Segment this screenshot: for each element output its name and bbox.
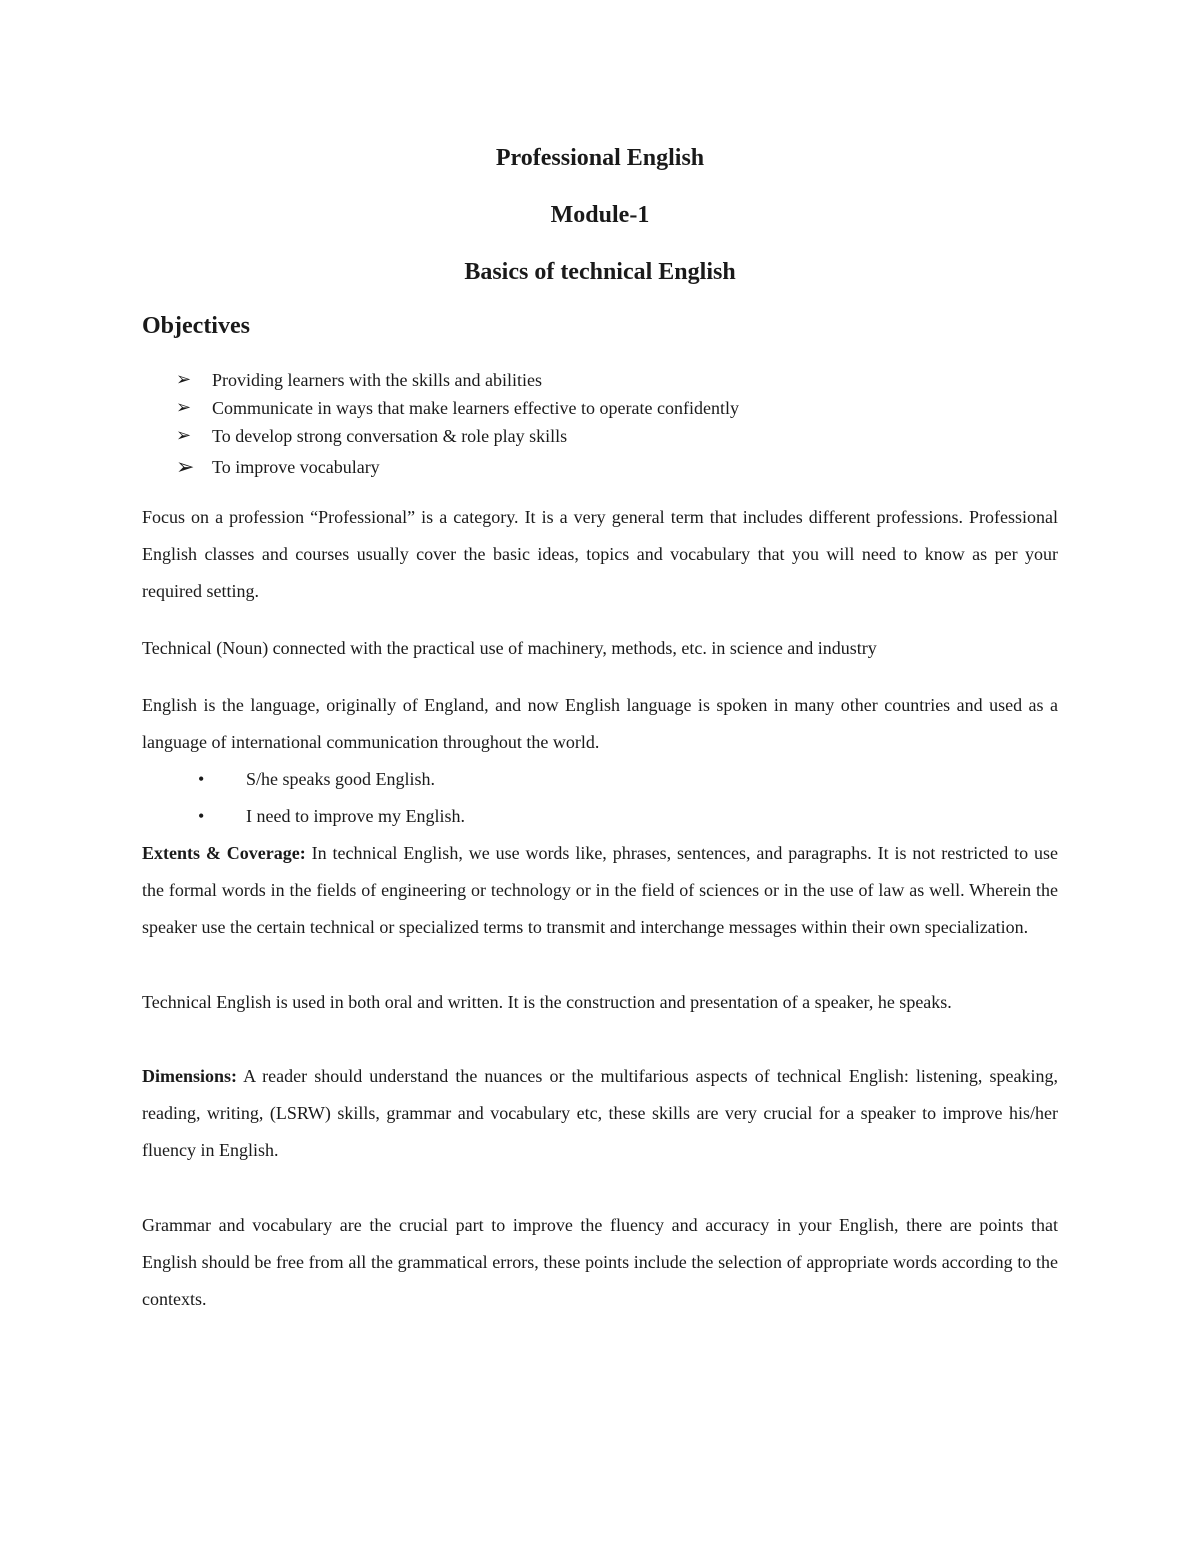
list-item [142, 394, 1062, 422]
dimensions-label: Dimensions: [142, 1066, 238, 1086]
list-item-text: Communicate in ways that make learners effective to operate confidently [212, 398, 739, 418]
dimensions-text: A reader should understand the nuances or the multifarious aspects of technical English: listening, speaking, reading, writing, (LSRW) skills, grammar and vocabulary etc, these skills are very crucial for a speaker to improve his/her fluency in English. [142, 1066, 1058, 1161]
arrow-bullet-icon: ➢ [176, 425, 192, 446]
list-item-text: Providing learners with the skills and abilities [212, 370, 542, 390]
extents-text: In technical English, we use words like, phrases, sentences, and paragraphs. It is not restricted to use the formal words in the fields of engineering or technology or in the field of sciences or in the use of law as well. Wherein the speaker use the certain technical or specialized terms to transmit and interchange messages within their own specialization. [142, 843, 1058, 938]
list-item-text: To improve vocabulary [212, 457, 380, 477]
list-item-text: S/he speaks good English. [246, 769, 435, 789]
extents-paragraph [142, 835, 1058, 947]
examples-list [142, 761, 1042, 835]
objectives-list [142, 366, 1062, 485]
bullet-icon: • [198, 806, 205, 826]
english-definition: English is the language, originally of England, and now English language is spoken in many other countries and used as a language of international communication throughout the world. [142, 695, 1058, 753]
bullet-icon: • [198, 769, 205, 789]
document-title: Professional English [495, 145, 705, 171]
arrow-bullet-icon: ➢ [176, 455, 195, 480]
module-label: Module-1 [550, 202, 650, 228]
list-item [142, 450, 1062, 485]
extents-label: Extents & Coverage: [142, 843, 306, 863]
list-item [142, 761, 1042, 798]
dimensions-paragraph [142, 1058, 1058, 1170]
list-item-text: To develop strong conversation & role play skills [212, 426, 568, 446]
grammar-paragraph: Grammar and vocabulary are the crucial part to improve the fluency and accuracy in your English, there are points that English should be free from all the grammatical errors, these points include the selection of appropriate words according to the contexts. [142, 1215, 1058, 1310]
document-subtitle: Basics of technical English [464, 259, 736, 285]
list-item [142, 798, 1042, 835]
focus-paragraph: Focus on a profession “Professional” is a category. It is a very general term that includes different professions. Professional English classes and courses usually cover the basic ideas, topics and vocabulary that you will need to know as per your required setting. [142, 507, 1058, 602]
list-item-text: I need to improve my English. [246, 806, 465, 826]
list-item [142, 422, 1062, 450]
technical-definition: Technical (Noun) connected with the practical use of machinery, methods, etc. in science and industry [142, 638, 877, 658]
arrow-bullet-icon: ➢ [176, 369, 192, 390]
oral-written-paragraph: Technical English is used in both oral and written. It is the construction and presentation of a speaker, he speaks. [142, 992, 952, 1012]
list-item [142, 366, 1062, 394]
arrow-bullet-icon: ➢ [176, 397, 192, 418]
objectives-heading: Objectives [142, 313, 250, 339]
